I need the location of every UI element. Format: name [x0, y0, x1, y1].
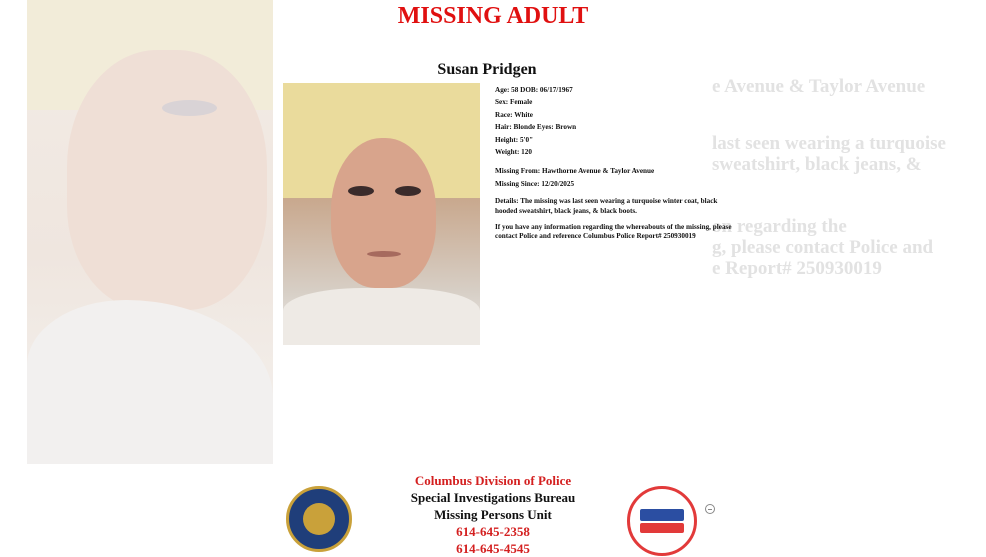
unit-name: Missing Persons Unit	[434, 507, 552, 522]
hair-eyes: Hair: Blonde Eyes: Brown	[495, 123, 577, 132]
spacer	[495, 190, 735, 197]
background-eye	[162, 100, 217, 116]
race: Race: White	[495, 110, 533, 119]
phone-number-1: 614-645-2358	[456, 524, 530, 539]
phone-number-2: 614-645-4545	[456, 541, 530, 556]
spacer	[495, 216, 735, 223]
photo-hood	[283, 288, 480, 345]
bureau-name: Special Investigations Bureau	[410, 490, 576, 505]
ghost-text-line-3: sweatshirt, black jeans, &	[712, 154, 922, 175]
ghost-text-line-5: g, please contact Police and	[712, 237, 934, 258]
footer-contact	[0, 472, 986, 557]
contact-instructions: If you have any information regarding the whereabouts of the missing, please contact Police and reference Columbus Police Report# 250930019	[495, 223, 732, 241]
person-photo	[283, 83, 480, 345]
photo-right-eye	[395, 186, 421, 196]
background-faded-photo	[27, 0, 273, 464]
ghost-text-line-6: e Report# 250930019	[712, 258, 882, 279]
sex: Sex: Female	[495, 98, 533, 107]
logo-blue-band	[640, 509, 684, 521]
ghost-text-line-1: e Avenue & Taylor Avenue	[712, 76, 926, 97]
weight: Weight: 120	[495, 148, 532, 157]
photo-left-eye	[348, 186, 374, 196]
logo-red-band	[640, 523, 684, 533]
clothing-details: Details: The missing was last seen wearing a turquoise winter coat, black hooded sweatshirt, black jeans, & black boots.	[495, 197, 718, 215]
locater-missing-exploited-children-logo-icon	[627, 486, 697, 556]
age-dob: Age: 58 DOB: 06/17/1967	[495, 86, 573, 94]
person-name: Susan Pridgen	[437, 61, 537, 78]
ghost-text-line-4: on regarding the	[712, 216, 847, 237]
flyer-title: MISSING ADULT	[397, 3, 589, 29]
missing-from: Missing From: Hawthorne Avenue & Taylor Avenue	[495, 167, 655, 176]
height: Height: 5'0"	[495, 135, 534, 144]
missing-since: Missing Since: 12/20/2025	[495, 179, 575, 188]
zoom-out-icon[interactable]	[705, 504, 715, 514]
background-face	[67, 50, 267, 310]
spacer	[495, 158, 735, 165]
ghost-text-line-2: last seen wearing a turquoise	[712, 133, 946, 154]
division-name: Columbus Division of Police	[414, 473, 572, 488]
photo-mouth	[367, 251, 401, 257]
photo-face	[331, 138, 436, 288]
background-hood	[27, 300, 273, 464]
person-details	[495, 84, 735, 242]
